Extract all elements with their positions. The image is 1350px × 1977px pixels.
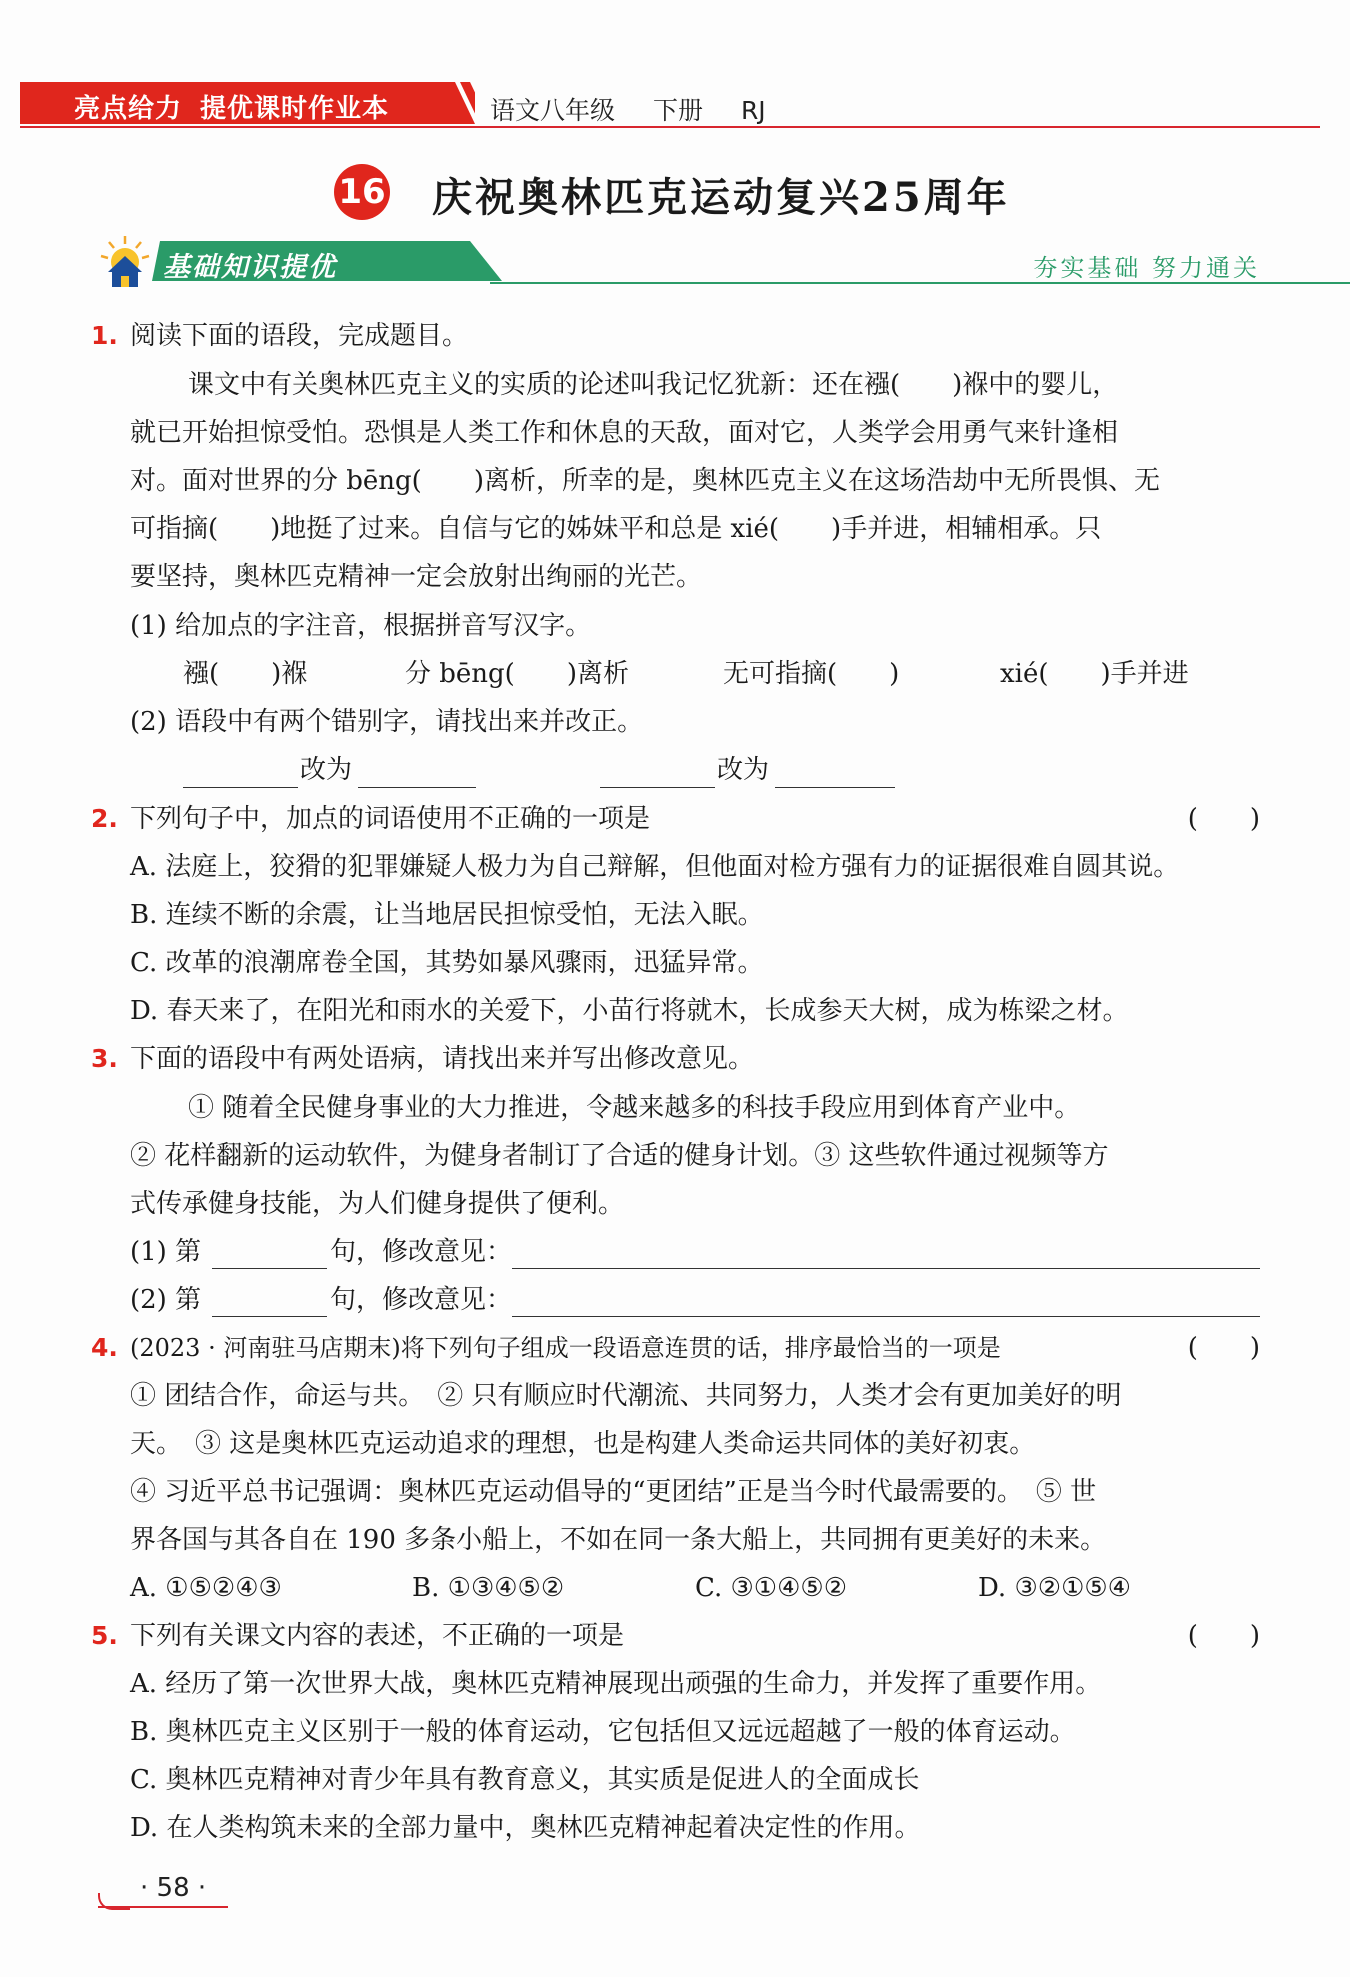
q4-sentence-line: 天。 ③ 这是奥林匹克运动追求的理想，也是构建人类命运共同体的美好初衷。 [130, 1429, 1036, 1459]
edition-label: RJ [740, 96, 766, 125]
header-meta [490, 91, 796, 127]
q1-passage-line: 就已开始担惊受怕。恐惧是人类工作和休息的天敌，面对它，人类学会用勇气来针逢相 [130, 418, 1119, 448]
q5-option: B. 奥林匹克主义区别于一般的体育运动，它包括但又远远超越了一般的体育运动。 [130, 1717, 1076, 1747]
q4-sentence-line: 界各国与其各自在 190 多条小船上，不如在同一条大船上，共同拥有更美好的未来。 [130, 1525, 1107, 1555]
q3-revision-blank[interactable] [512, 1316, 1260, 1317]
volume-label: 下册 [652, 96, 703, 125]
q3-revision-blank[interactable] [512, 1268, 1260, 1269]
q1-change-label: 改为 [300, 755, 353, 785]
q1-passage-line: 要坚持，奥林匹克精神一定会放射出绚丽的光芒。 [130, 562, 703, 592]
header-rule [20, 126, 1320, 128]
q4-answer-paren[interactable]: ( ) [1187, 1333, 1260, 1363]
q1-prompt: 阅读下面的语段，完成题目。 [130, 321, 469, 351]
q4-sentence-line: ① 团结合作，命运与共。 ② 只有顺应时代潮流、共同努力，人类才会有更加美好的明 [130, 1381, 1122, 1411]
series-name: 提优课时作业本 [200, 94, 390, 124]
q5-prompt: 下列有关课文内容的表述，不正确的一项是 [130, 1621, 625, 1651]
q1-passage-line: 对。面对世界的分 bēng( )离析，所幸的是，奥林匹克主义在这场浩劫中无所畏惧、无 [130, 466, 1160, 496]
q1-answer-blank[interactable] [600, 787, 715, 788]
q1-answer-blank[interactable] [183, 787, 298, 788]
q3-passage-line: ① 随着全民健身事业的大力推进，令越来越多的科技手段应用到体育产业中。 [188, 1093, 1081, 1123]
q4-prompt: (2023 · 河南驻马店期末)将下列句子组成一段语意连贯的话，排序最恰当的一项是 [130, 1334, 1001, 1362]
q4-sentence-line: ④ 习近平总书记强调：奥林匹克运动倡导的“更团结”正是当今时代最需要的。 ⑤ 世 [130, 1477, 1097, 1507]
q4-option: B. ①③④⑤② [412, 1573, 565, 1603]
q2-number: 2. [91, 804, 118, 833]
footer-rule [98, 1906, 228, 1908]
q1-passage-line: 可指摘( )地挺了过来。自信与它的姊妹平和总是 xié( )手并进，相辅相承。只 [130, 514, 1102, 544]
q3-prompt: 下面的语段中有两处语病，请找出来并写出修改意见。 [130, 1044, 755, 1074]
q4-option: A. ①⑤②④③ [130, 1573, 282, 1603]
q3-sentence-blank[interactable] [212, 1316, 327, 1317]
q1-answer-blank[interactable] [358, 787, 476, 788]
q1-change-label: 改为 [717, 755, 770, 785]
q3-sub2-text: 句，修改意见： [330, 1285, 513, 1315]
q5-option: D. 在人类构筑未来的全部力量中，奥林匹克精神起着决定性的作用。 [130, 1813, 921, 1843]
section-banner [95, 232, 1260, 290]
q1-item: xié( )手并进 [1000, 659, 1189, 689]
page-number: · 58 · [140, 1873, 207, 1903]
section-slogan: 夯实基础 努力通关 [1033, 254, 1260, 282]
q5-answer-paren[interactable]: ( ) [1187, 1621, 1260, 1651]
q1-item: 无可指摘( ) [723, 659, 900, 689]
q1-number: 1. [91, 321, 118, 350]
house-sun-icon [95, 232, 155, 290]
section-label: 基础知识提优 [163, 252, 337, 283]
q5-option: C. 奥林匹克精神对青少年具有教育意义，其实质是促进人的全面成长 [130, 1765, 920, 1795]
q3-sub1-label: (1) 第 [130, 1237, 202, 1267]
q2-option: B. 连续不断的余震，让当地居民担惊受怕，无法入眠。 [130, 900, 764, 930]
q2-prompt: 下列句子中，加点的词语使用不正确的一项是 [130, 804, 651, 834]
brand-name: 亮点给力 [74, 94, 183, 124]
q5-option: A. 经历了第一次世界大战，奥林匹克精神展现出顽强的生命力，并发挥了重要作用。 [130, 1669, 1102, 1699]
q1-item: 襁( )褓 [183, 659, 308, 689]
q5-number: 5. [91, 1621, 118, 1650]
lesson-number-badge: 16 [334, 164, 390, 220]
subject-label: 语文八年级 [490, 96, 616, 125]
q3-sub2-label: (2) 第 [130, 1285, 202, 1315]
header-brand [74, 88, 389, 125]
q1-item: 分 bēng( )离析 [405, 659, 629, 689]
q1-passage-line: 课文中有关奥林匹克主义的实质的论述叫我记忆犹新：还在襁( )褓中的婴儿， [188, 370, 1119, 400]
q3-passage-line: 式传承健身技能，为人们健身提供了便利。 [130, 1189, 625, 1219]
q2-answer-paren[interactable]: ( ) [1187, 804, 1260, 834]
q2-option: A. 法庭上，狡猾的犯罪嫌疑人极力为自己辩解，但他面对检方强有力的证据很难自圆其说。 [130, 852, 1180, 882]
q3-number: 3. [91, 1044, 118, 1073]
q1-sub2: (2) 语段中有两个错别字，请找出来并改正。 [130, 707, 644, 737]
q4-option: D. ③②①⑤④ [978, 1573, 1131, 1603]
q4-option: C. ③①④⑤② [695, 1573, 848, 1603]
q1-sub1: (1) 给加点的字注音，根据拼音写汉字。 [130, 611, 592, 641]
q4-number: 4. [91, 1333, 118, 1362]
q3-sub1-text: 句，修改意见： [330, 1237, 513, 1267]
q2-option: D. 春天来了，在阳光和雨水的关爱下，小苗行将就木，长成参天大树，成为栋梁之材。 [130, 996, 1129, 1026]
q3-passage-line: ② 花样翻新的运动软件，为健身者制订了合适的健身计划。③ 这些软件通过视频等方 [130, 1141, 1109, 1171]
q1-answer-blank[interactable] [775, 787, 895, 788]
q2-option: C. 改革的浪潮席卷全国，其势如暴风骤雨，迅猛异常。 [130, 948, 764, 978]
q3-sentence-blank[interactable] [212, 1268, 327, 1269]
lesson-title: 庆祝奥林匹克运动复兴25周年 [432, 174, 1010, 221]
